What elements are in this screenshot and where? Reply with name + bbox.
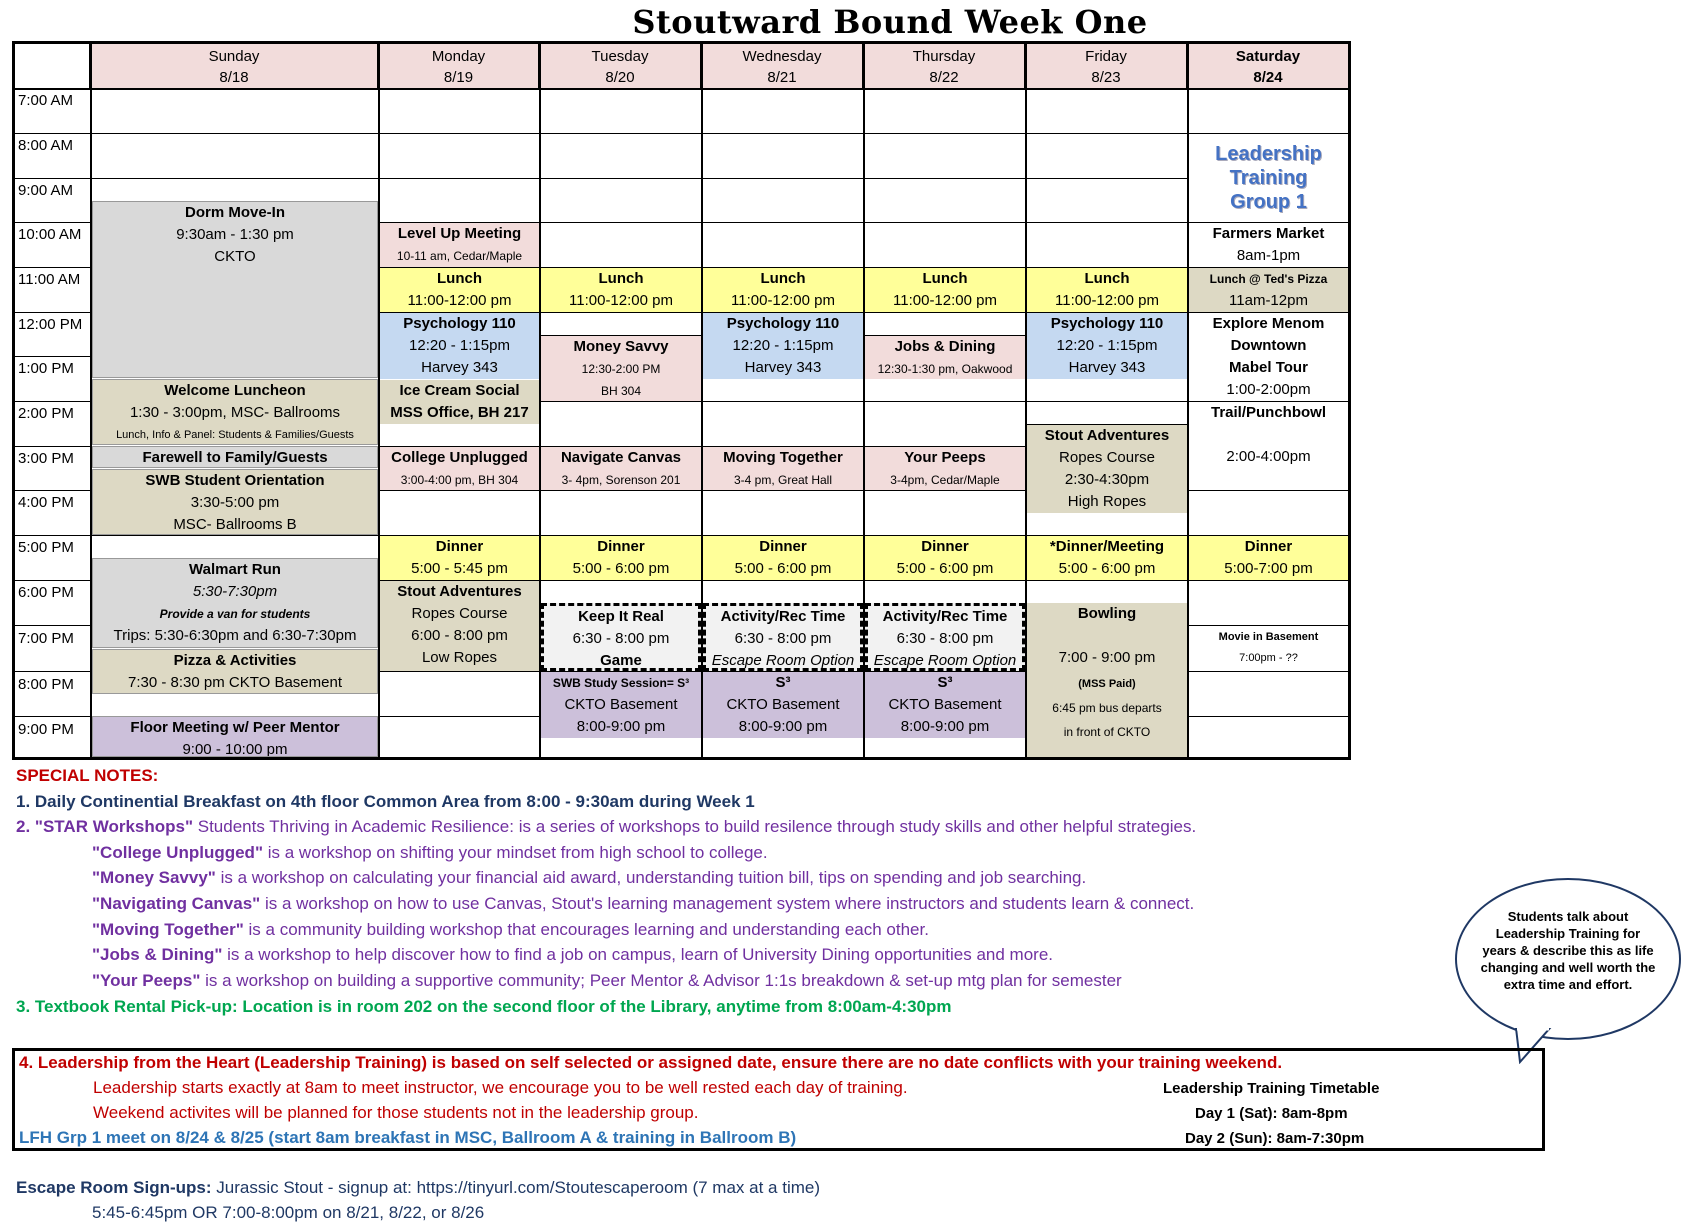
event-level-up-meeting: Level Up Meeting 10-11 am, Cedar/Maple bbox=[380, 223, 539, 267]
event-dinner-mon: Dinner 5:00 - 5:45 pm bbox=[380, 536, 539, 580]
time-label: 9:00 AM bbox=[18, 182, 74, 199]
time-label: 7:00 PM bbox=[18, 630, 74, 647]
escape-room-signup: Escape Room Sign-ups: Jurassic Stout - signup at: https://tinyurl.com/Stoutescaperoom (7 max at a time) bbox=[16, 1178, 821, 1197]
note-star-workshops: 2. "STAR Workshops" Students Thriving in Academic Resilience: is a series of workshops to build resilence through study skills and other helpful strategies. bbox=[16, 817, 1197, 836]
event-lunch-tue: Lunch 11:00-12:00 pm bbox=[541, 268, 701, 312]
event-bowling: Bowling 7:00 - 9:00 pm (MSS Paid) 6:45 pm bus departs in front of CKTO bbox=[1027, 603, 1187, 757]
note-breakfast: 1. Daily Continential Breakfast on 4th floor Common Area from 8:00 - 9:30am during Week 1 bbox=[16, 792, 755, 811]
event-activity-rec-wed: Activity/Rec Time 6:30 - 8:00 pm Escape Room Option bbox=[703, 603, 863, 671]
header-divider bbox=[15, 88, 1348, 90]
event-lunch-teds-pizza: Lunch @ Ted's Pizza 11am-12pm bbox=[1189, 268, 1348, 312]
workshop-jobs-dining: "Jobs & Dining" is a workshop to help discover how to find a job on campus, learn of University Dining opportunities and more. bbox=[92, 945, 1054, 964]
special-notes-heading: SPECIAL NOTES: bbox=[16, 766, 159, 785]
day-header-tuesday: Tuesday 8/20 bbox=[540, 44, 702, 90]
event-lunch-fri: Lunch 11:00-12:00 pm bbox=[1027, 268, 1187, 312]
row-line bbox=[15, 133, 1348, 134]
testimonial-bubble: Students talk about Leadership Training for years & describe this as life changing and well worth the extra time and effort. bbox=[1455, 878, 1681, 1040]
timetable-day1: Day 1 (Sat): 8am-8pm bbox=[1195, 1105, 1348, 1122]
time-label: 8:00 PM bbox=[18, 676, 74, 693]
event-jobs-dining: Jobs & Dining 12:30-1:30 pm, Oakwood bbox=[865, 335, 1025, 379]
time-label: 4:00 PM bbox=[18, 494, 74, 511]
workshop-money-savvy: "Money Savvy" is a workshop on calculating your financial aid award, understanding tuition bill, tips on spending and job searching. bbox=[92, 868, 1087, 887]
event-psychology-mon: Psychology 110 12:20 - 1:15pm Harvey 343 bbox=[380, 313, 539, 379]
event-stout-adventures-fri: Stout Adventures Ropes Course 2:30-4:30pm High Ropes bbox=[1027, 424, 1187, 513]
time-label: 1:00 PM bbox=[18, 360, 74, 377]
event-trail-punchbowl: Trail/Punchbowl 2:00-4:00pm bbox=[1189, 402, 1348, 490]
event-lunch-thu: Lunch 11:00-12:00 pm bbox=[865, 268, 1025, 312]
event-dinner-tue: Dinner 5:00 - 6:00 pm bbox=[541, 536, 701, 580]
event-keep-it-real: Keep It Real 6:30 - 8:00 pm Game bbox=[541, 603, 701, 671]
time-label: 12:00 PM bbox=[18, 316, 83, 333]
page-title: Stoutward Bound Week One bbox=[632, 3, 1148, 41]
time-label: 10:00 AM bbox=[18, 226, 82, 243]
event-dinner-thu: Dinner 5:00 - 6:00 pm bbox=[865, 536, 1025, 580]
workshop-moving-together: "Moving Together" is a community building workshop that encourages learning and understanding each other. bbox=[92, 920, 929, 939]
note-leadership-heart: 4. Leadership from the Heart (Leadership Training) is based on self selected or assigned date, ensure there are no date conflicts with your training weekend. bbox=[19, 1053, 1283, 1072]
event-dorm-move-in: Dorm Move-In 9:30am - 1:30 pm CKTO bbox=[92, 201, 378, 378]
workshop-your-peeps: "Your Peeps" is a workshop on building a supportive community; Peer Mentor & Advisor 1:1s breakdown & set-up mtg plan for semester bbox=[92, 971, 1122, 990]
time-label: 8:00 AM bbox=[18, 137, 74, 154]
time-label: 3:00 PM bbox=[18, 450, 74, 467]
event-psychology-fri: Psychology 110 12:20 - 1:15pm Harvey 343 bbox=[1027, 313, 1187, 379]
event-swb-study-session: SWB Study Session= S³ CKTO Basement 8:00-9:00 pm bbox=[541, 672, 701, 738]
event-s3-thu: S³ CKTO Basement 8:00-9:00 pm bbox=[865, 672, 1025, 738]
event-pizza-activities: Pizza & Activities 7:30 - 8:30 pm CKTO Basement bbox=[92, 649, 378, 694]
time-label: 2:00 PM bbox=[18, 405, 74, 422]
event-dinner-wed: Dinner 5:00 - 6:00 pm bbox=[703, 536, 863, 580]
note-leadership-start: Leadership starts exactly at 8am to meet instructor, we encourage you to be well rested each day of training. bbox=[93, 1078, 908, 1097]
event-mabel-tour: Mabel Tour 1:00-2:00pm bbox=[1189, 357, 1348, 401]
event-farewell: Farewell to Family/Guests bbox=[92, 446, 378, 468]
workshop-college-unplugged: "College Unplugged" is a workshop on shifting your mindset from high school to college. bbox=[92, 843, 768, 862]
time-label: 7:00 AM bbox=[18, 92, 74, 109]
escape-room-times: 5:45-6:45pm OR 7:00-8:00pm on 8/21, 8/22, or 8/26 bbox=[92, 1203, 485, 1222]
event-stout-adventures-mon: Stout Adventures Ropes Course 6:00 - 8:00 pm Low Ropes bbox=[380, 581, 539, 671]
time-label: 9:00 PM bbox=[18, 721, 74, 738]
event-student-orientation: SWB Student Orientation 3:30-5:00 pm MSC- Ballrooms B bbox=[92, 469, 378, 535]
weekly-calendar bbox=[12, 41, 1351, 760]
event-activity-rec-thu: Activity/Rec Time 6:30 - 8:00 pm Escape Room Option bbox=[865, 603, 1025, 671]
corner-cell bbox=[15, 44, 91, 90]
event-movie-basement: Movie in Basement 7:00pm - ?? bbox=[1189, 626, 1348, 671]
workshop-navigating-canvas: "Navigating Canvas" is a workshop on how to use Canvas, Stout's learning management system where instructors and students learn & connect. bbox=[92, 894, 1195, 913]
leadership-box bbox=[12, 1048, 1545, 1151]
event-money-savvy: Money Savvy 12:30-2:00 PM BH 304 bbox=[541, 335, 701, 401]
event-ice-cream-social: Ice Cream Social MSS Office, BH 217 bbox=[380, 380, 539, 424]
event-college-unplugged: College Unplugged 3:00-4:00 pm, BH 304 bbox=[380, 447, 539, 490]
event-explore-menom: Explore Menom Downtown bbox=[1189, 313, 1348, 357]
event-your-peeps: Your Peeps 3-4pm, Cedar/Maple bbox=[865, 447, 1025, 490]
time-label: 5:00 PM bbox=[18, 539, 74, 556]
note-textbook-rental: 3. Textbook Rental Pick-up: Location is in room 202 on the second floor of the Library, anytime from 8:00am-4:30pm bbox=[16, 997, 952, 1016]
timetable-title: Leadership Training Timetable bbox=[1163, 1080, 1380, 1097]
event-moving-together: Moving Together 3-4 pm, Great Hall bbox=[703, 447, 863, 490]
day-header-saturday: Saturday 8/24 bbox=[1188, 44, 1348, 90]
event-floor-meeting: Floor Meeting w/ Peer Mentor 9:00 - 10:00 pm bbox=[92, 716, 378, 757]
event-s3-wed: S³ CKTO Basement 8:00-9:00 pm bbox=[703, 672, 863, 738]
time-label: 6:00 PM bbox=[18, 584, 74, 601]
event-lunch-mon: Lunch 11:00-12:00 pm bbox=[380, 268, 539, 312]
event-farmers-market: Farmers Market 8am-1pm bbox=[1212, 225, 1325, 264]
event-dinner-sat: Dinner 5:00-7:00 pm bbox=[1189, 536, 1348, 580]
event-psychology-wed: Psychology 110 12:20 - 1:15pm Harvey 343 bbox=[703, 313, 863, 379]
event-welcome-luncheon: Welcome Luncheon 1:30 - 3:00pm, MSC- Ballrooms Lunch, Info & Panel: Students & Families/Guests bbox=[92, 379, 378, 445]
row-line bbox=[15, 178, 1348, 179]
event-walmart-run: Walmart Run 5:30-7:30pm Provide a van for students Trips: 5:30-6:30pm and 6:30-7:30pm bbox=[92, 558, 378, 648]
event-lunch-wed: Lunch 11:00-12:00 pm bbox=[703, 268, 863, 312]
day-header-wednesday: Wednesday 8/21 bbox=[702, 44, 864, 90]
day-header-monday: Monday 8/19 bbox=[379, 44, 540, 90]
note-weekend-activities: Weekend activites will be planned for those students not in the leadership group. bbox=[93, 1103, 699, 1122]
day-header-friday: Friday 8/23 bbox=[1026, 44, 1188, 90]
event-dinner-meeting-fri: *Dinner/Meeting 5:00 - 6:00 pm bbox=[1027, 536, 1187, 580]
time-label: 11:00 AM bbox=[18, 271, 81, 288]
event-navigate-canvas: Navigate Canvas 3- 4pm, Sorenson 201 bbox=[541, 447, 701, 490]
timetable-day2: Day 2 (Sun): 8am-7:30pm bbox=[1185, 1130, 1365, 1147]
day-header-sunday: Sunday 8/18 bbox=[91, 44, 379, 90]
day-header-thursday: Thursday 8/22 bbox=[864, 44, 1026, 90]
note-lfh-group: LFH Grp 1 meet on 8/24 & 8/25 (start 8am breakfast in MSC, Ballroom A & training in Ballroom B) bbox=[19, 1128, 797, 1147]
event-leadership-training: Leadership Training Group 1 bbox=[1189, 134, 1348, 222]
